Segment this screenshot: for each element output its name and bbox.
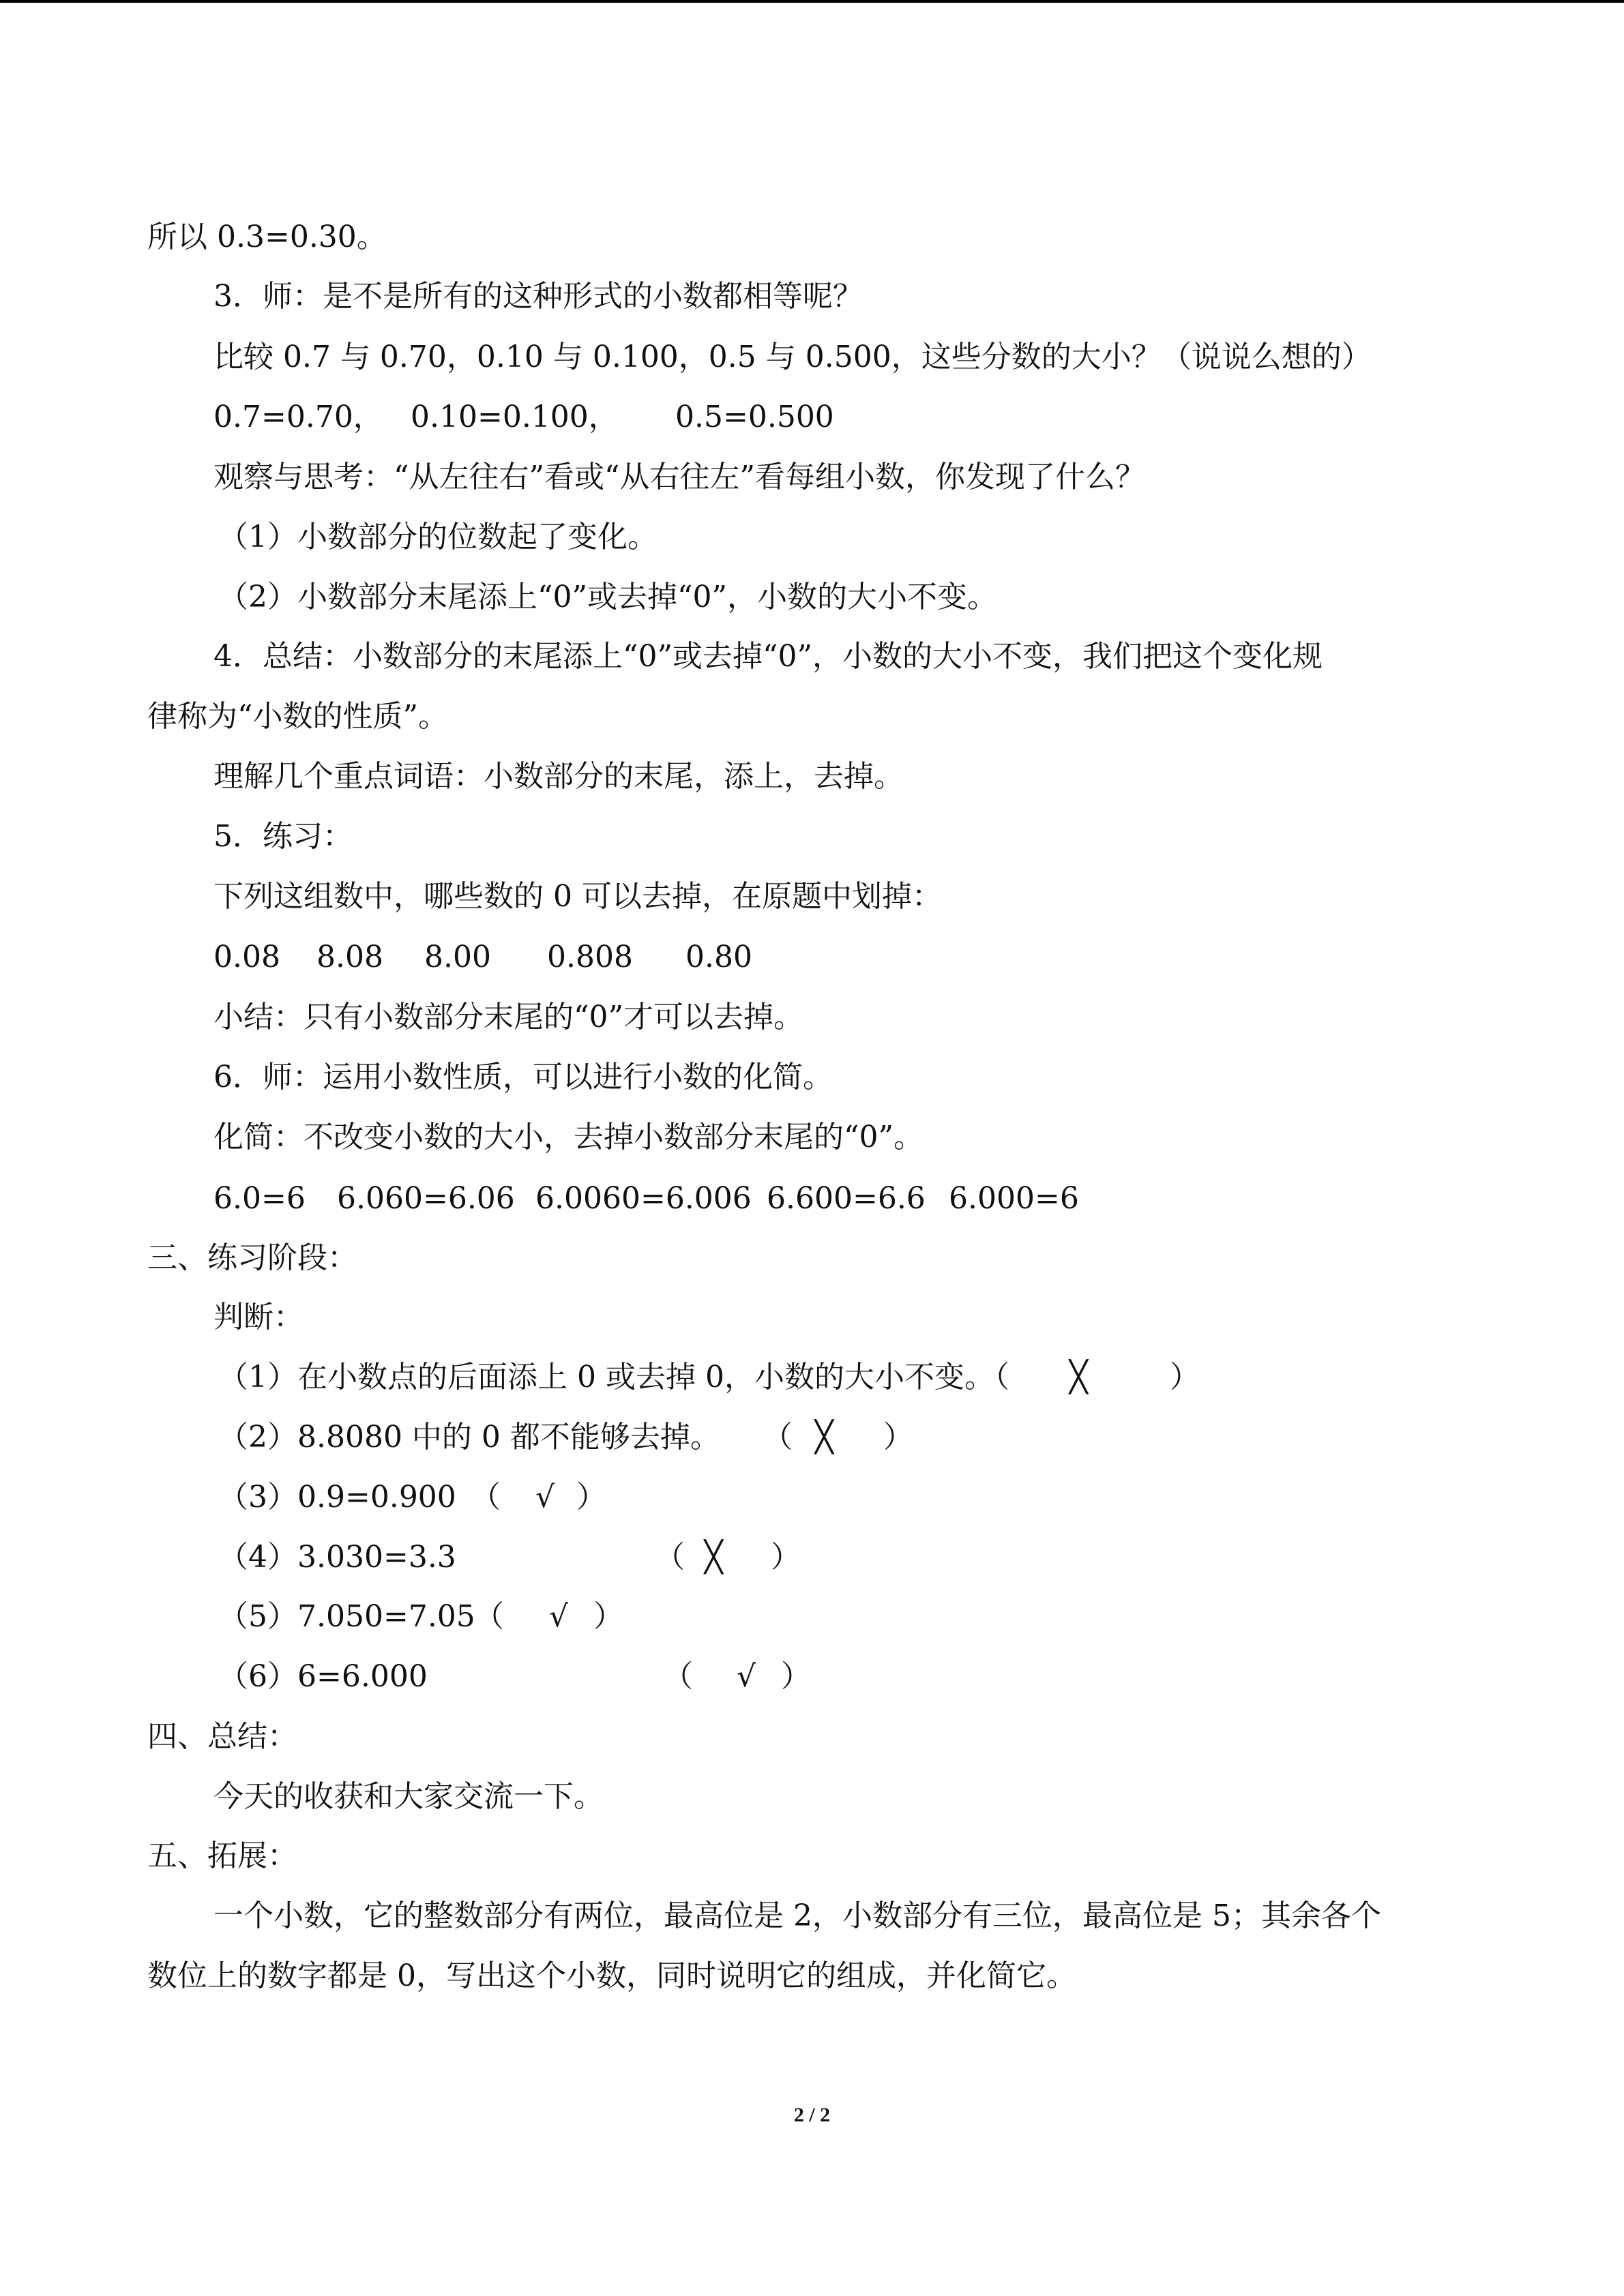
number: 0.80 bbox=[685, 940, 752, 974]
judge-question: （5）7.050=7.05 bbox=[218, 1599, 475, 1634]
top-border bbox=[0, 0, 1624, 3]
equation: 0.10=0.100， bbox=[411, 400, 619, 434]
cross-mark-icon: ╳ bbox=[815, 1420, 833, 1455]
paren-open: （ bbox=[471, 1480, 501, 1515]
check-mark-icon: √ bbox=[535, 1480, 555, 1515]
text-line: 数位上的数字都是 0，写出这个小数，同时说明它的组成，并化简它。 bbox=[147, 1958, 1076, 1993]
text-line: 律称为“小数的性质”。 bbox=[147, 699, 448, 734]
equation: 0.5=0.500 bbox=[675, 400, 834, 434]
text-line: 观察与思考：“从左往右”看或“从右往左”看每组小数，你发现了什么？ bbox=[213, 460, 1145, 494]
text-line: 一个小数，它的整数部分有两位，最高位是 2，小数部分有三位，最高位是 5；其余各个 bbox=[213, 1898, 1381, 1933]
paren-close: ） bbox=[781, 1659, 811, 1694]
text-line: 小结：只有小数部分末尾的“0”才可以去掉。 bbox=[213, 1000, 803, 1034]
exercise-5: 5．练习： bbox=[213, 819, 353, 854]
check-mark-icon: √ bbox=[549, 1599, 569, 1634]
number: 0.808 bbox=[547, 940, 633, 974]
paren-close: ） bbox=[593, 1599, 623, 1634]
section-heading: 四、总结： bbox=[147, 1719, 297, 1754]
number: 8.08 bbox=[316, 940, 383, 974]
equation: 6.600=6.6 bbox=[767, 1181, 926, 1216]
cross-mark-icon: ╳ bbox=[705, 1540, 723, 1575]
number: 8.00 bbox=[424, 940, 491, 974]
equation: 6.060=6.06 bbox=[337, 1181, 515, 1216]
text-line: 比较 0.7 与 0.70，0.10 与 0.100，0.5 与 0.500，这些分数的大小？（说说么想的） bbox=[213, 340, 1372, 374]
judge-question: （3）0.9=0.900 bbox=[218, 1480, 456, 1515]
text-line: 化简：不改变小数的大小，去掉小数部分末尾的“0”。 bbox=[213, 1120, 924, 1154]
list-item: （2）小数部分末尾添上“0”或去掉“0”，小数的大小不变。 bbox=[218, 580, 997, 614]
section-heading: 三、练习阶段： bbox=[147, 1240, 357, 1275]
page-number: 2 / 2 bbox=[793, 2104, 831, 2126]
question-6: 6．师：运用小数性质，可以进行小数的化简。 bbox=[213, 1060, 833, 1094]
text-line: 理解几个重点词语：小数部分的末尾，添上，去掉。 bbox=[213, 759, 904, 794]
text-line: 今天的收获和大家交流一下。 bbox=[213, 1779, 604, 1814]
judge-question: （4）3.030=3.3 bbox=[218, 1540, 456, 1575]
judge-question: （6）6=6.000 bbox=[218, 1659, 428, 1694]
equation: 6.0=6 bbox=[213, 1181, 306, 1216]
question-3: 3．师：是不是所有的这种形式的小数都相等呢？ bbox=[213, 279, 863, 314]
cross-mark-icon: ╳ bbox=[1069, 1360, 1088, 1395]
paren-open: （ bbox=[655, 1540, 685, 1575]
equation: 6.000=6 bbox=[949, 1181, 1079, 1216]
text-line: 所以 0.3=0.30。 bbox=[147, 220, 387, 254]
equation: 6.0060=6.006 bbox=[535, 1181, 752, 1216]
summary-4: 4．总结：小数部分的末尾添上“0”或去掉“0”，小数的大小不变，我们把这个变化规 bbox=[213, 639, 1323, 674]
paren-open: （ bbox=[763, 1420, 793, 1455]
list-item: （1）小数部分的位数起了变化。 bbox=[218, 520, 658, 554]
check-mark-icon: √ bbox=[737, 1659, 756, 1694]
paren-close: ） bbox=[576, 1480, 606, 1515]
text-line: 下列这组数中，哪些数的 0 可以去掉，在原题中划掉： bbox=[213, 879, 942, 914]
equation: 0.7=0.70， bbox=[213, 400, 383, 434]
section-heading: 五、拓展： bbox=[147, 1838, 297, 1873]
judge-question: （1）在小数点的后面添上 0 或去掉 0，小数的大小不变。（ bbox=[218, 1360, 1009, 1395]
paren-close: ） bbox=[771, 1540, 801, 1575]
paren-close: ） bbox=[883, 1420, 913, 1455]
paren-open: （ bbox=[663, 1659, 693, 1694]
judge-question: （2）8.8080 中的 0 都不能够去掉。 bbox=[218, 1420, 720, 1455]
paren-close: ） bbox=[1170, 1360, 1200, 1395]
number: 0.08 bbox=[213, 940, 280, 974]
paren-open: （ bbox=[474, 1599, 504, 1634]
text-line: 判断： bbox=[213, 1300, 304, 1335]
